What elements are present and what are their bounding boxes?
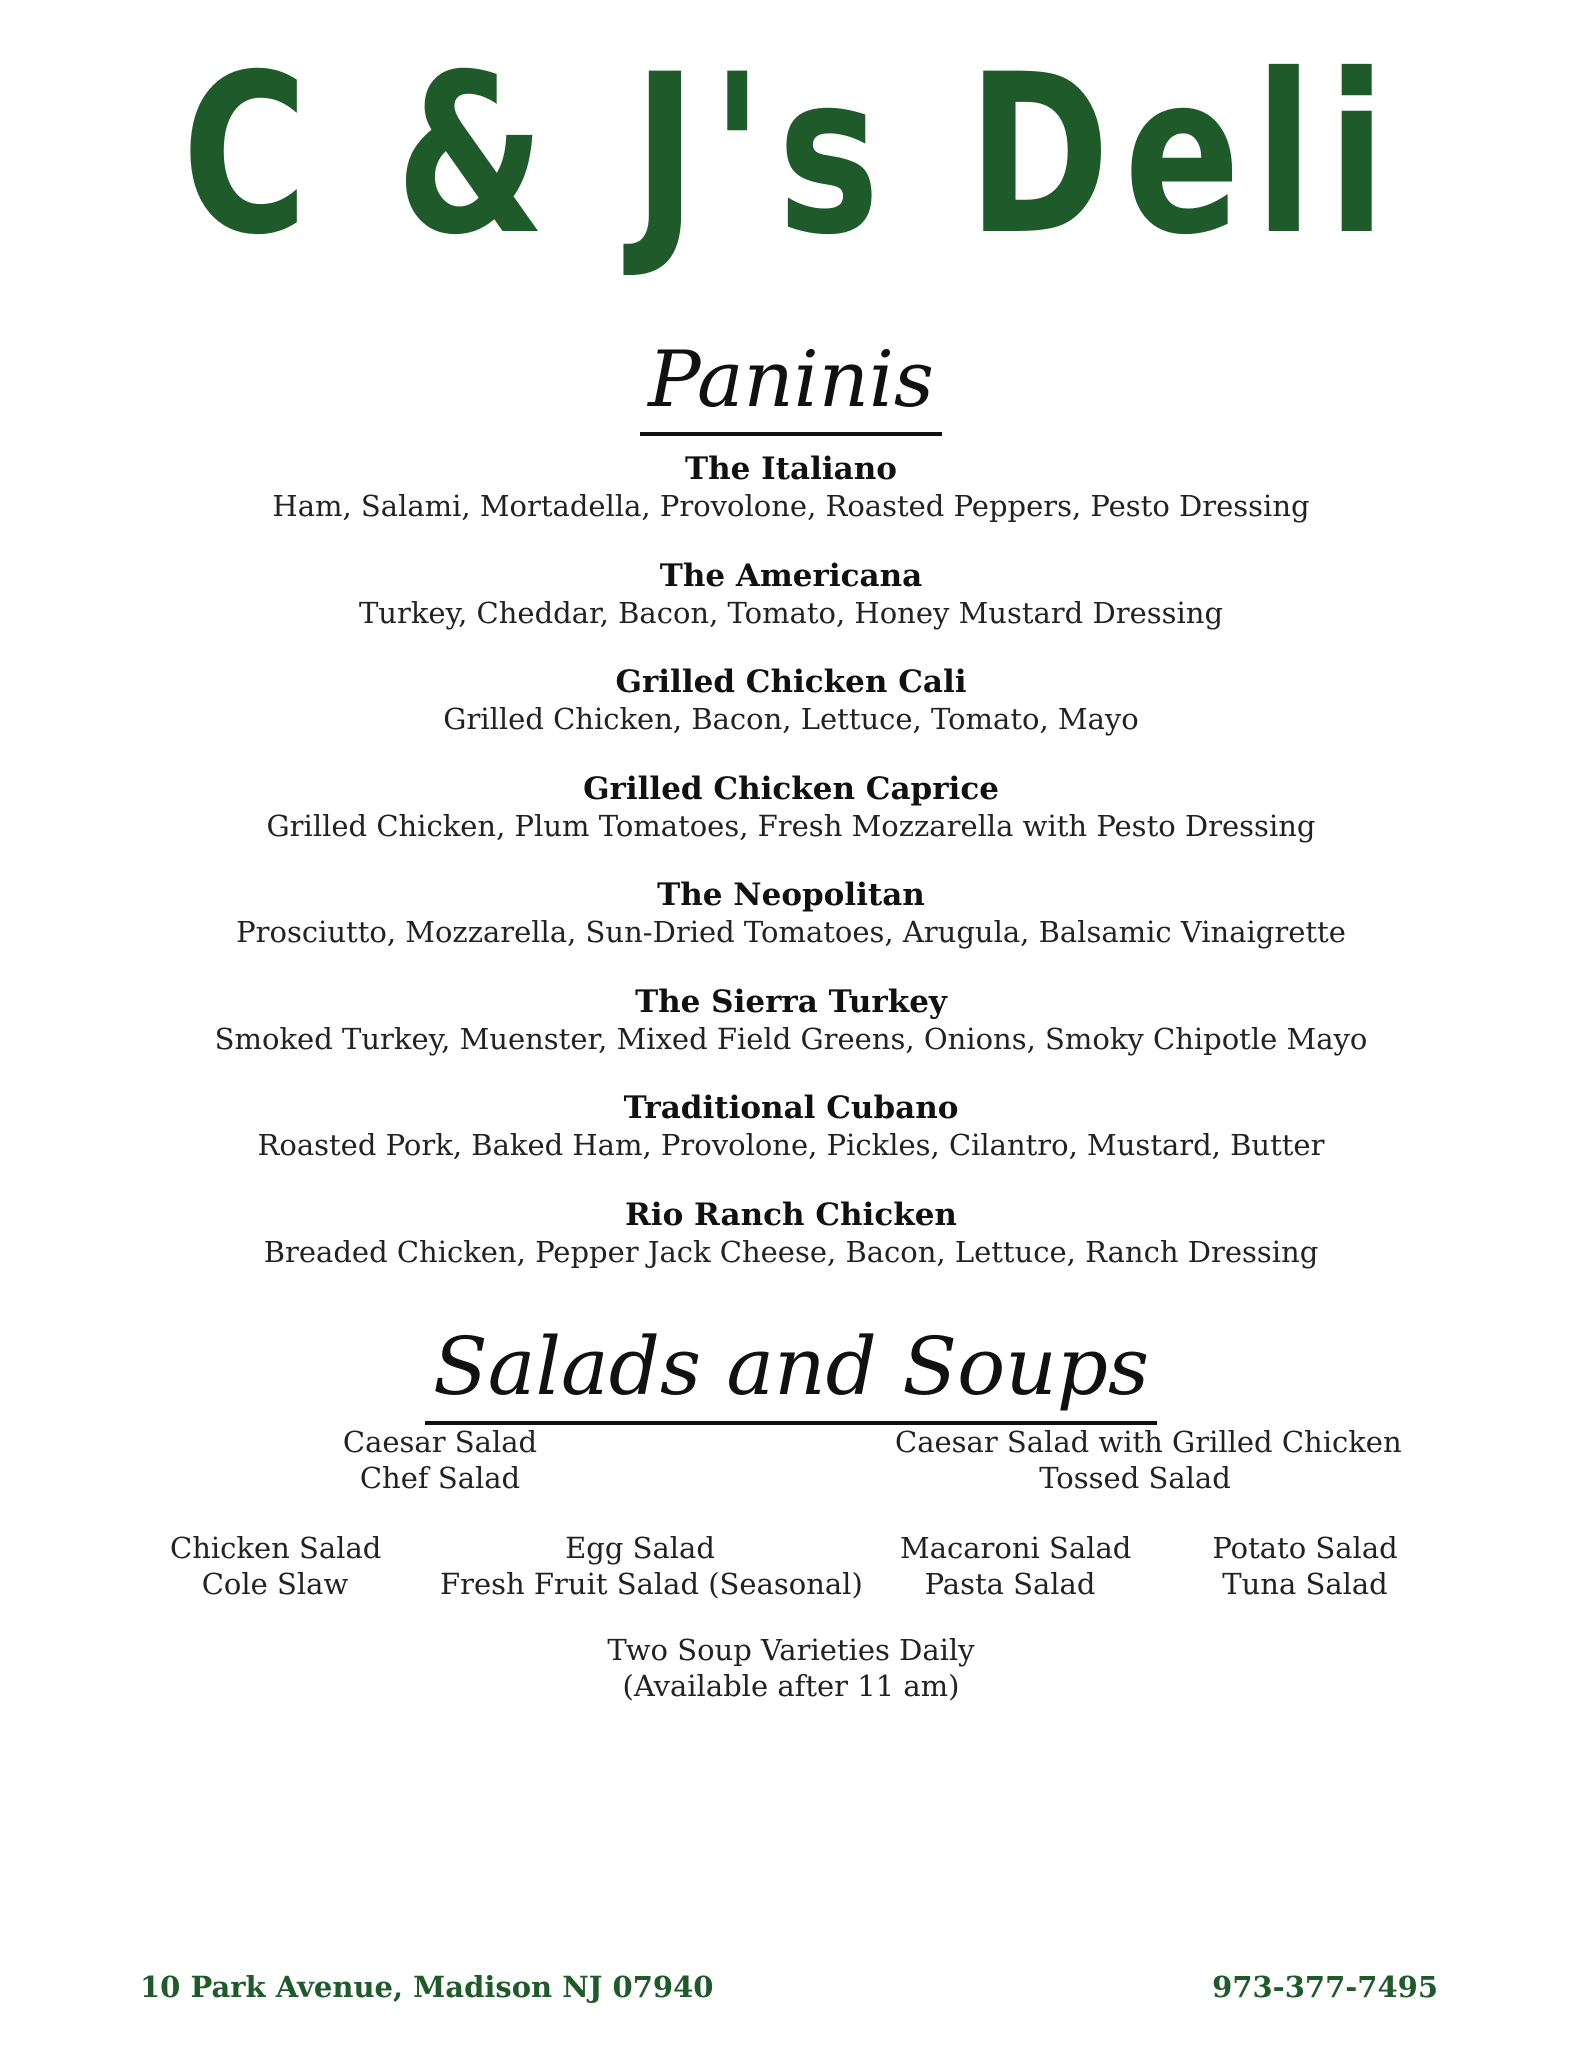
menu-item-description: Roasted Pork, Baked Ham, Provolone, Pickles, Cilantro, Mustard, Butter xyxy=(257,1128,1325,1162)
salad-item: Tossed Salad xyxy=(1039,1461,1231,1495)
menu-item-name: Grilled Chicken Cali xyxy=(615,664,967,700)
menu-item-description: Ham, Salami, Mortadella, Provolone, Roasted Peppers, Pesto Dressing xyxy=(272,489,1310,523)
menu-item-name: Rio Ranch Chicken xyxy=(625,1196,957,1233)
menu-item xyxy=(0,1089,1582,1196)
salad-item: Cole Slaw xyxy=(201,1567,349,1601)
menu-item-name: Grilled Chicken Caprice xyxy=(583,770,999,807)
menu-item-description: Breaded Chicken, Pepper Jack Cheese, Bacon, Lettuce, Ranch Dressing xyxy=(263,1234,1319,1269)
salad-item: Potato Salad xyxy=(1212,1531,1398,1565)
menu-item xyxy=(0,557,1582,664)
deli-logo: C & J's Deli xyxy=(181,27,1401,283)
menu-item-name: The Americana xyxy=(659,557,923,594)
menu-item xyxy=(0,770,1582,877)
salad-group xyxy=(440,1530,863,1602)
salad-item: Caesar Salad xyxy=(342,1425,538,1459)
salad-item: Caesar Salad with Grilled Chicken xyxy=(895,1425,1402,1459)
menu-item xyxy=(0,1196,1582,1303)
menu-item xyxy=(0,663,1582,770)
menu-item-description: Prosciutto, Mozzarella, Sun-Dried Tomatoes, Arugula, Balsamic Vinaigrette xyxy=(236,915,1346,949)
salads-soups-heading-text: Salads and Soups xyxy=(425,1315,1157,1425)
salad-group xyxy=(170,1530,380,1602)
menu-item-description: Smoked Turkey, Muenster, Mixed Field Greens, Onions, Smoky Chipotle Mayo xyxy=(214,1021,1368,1056)
paninis-heading-text: Paninis xyxy=(640,330,942,436)
salad-item: Fresh Fruit Salad (Seasonal) xyxy=(440,1567,863,1601)
soup-note xyxy=(0,1632,1582,1704)
panini-list xyxy=(0,450,1582,1302)
salad-item: Tuna Salad xyxy=(1222,1567,1388,1601)
salads-soups-heading xyxy=(0,1315,1582,1425)
menu-item-description: Turkey, Cheddar, Bacon, Tomato, Honey Mustard Dressing xyxy=(358,595,1224,630)
menu-item xyxy=(0,983,1582,1090)
soup-note-line: Two Soup Varieties Daily xyxy=(607,1633,975,1667)
salad-group xyxy=(895,1424,1402,1496)
menu-item-name: The Sierra Turkey xyxy=(635,983,947,1020)
salad-item: Egg Salad xyxy=(565,1531,715,1565)
salad-item: Chicken Salad xyxy=(170,1531,382,1565)
salad-item: Macaroni Salad xyxy=(900,1531,1132,1565)
salad-group xyxy=(340,1424,540,1496)
menu-item-name: Traditional Cubano xyxy=(623,1090,959,1126)
salad-group xyxy=(1205,1530,1405,1602)
paninis-heading xyxy=(0,330,1582,436)
menu-item-description: Grilled Chicken, Bacon, Lettuce, Tomato, Mayo xyxy=(443,702,1139,736)
menu-item-description: Grilled Chicken, Plum Tomatoes, Fresh Mozzarella with Pesto Dressing xyxy=(266,808,1316,843)
menu-item-name: The Neopolitan xyxy=(657,877,925,913)
salad-group xyxy=(900,1530,1132,1602)
footer-address: 10 Park Avenue, Madison NJ 07940 xyxy=(140,1970,714,2004)
menu-item xyxy=(0,876,1582,983)
menu-item-name: The Italiano xyxy=(685,451,897,487)
footer-phone: 973-377-7495 xyxy=(1212,1970,1438,2004)
salad-item: Chef Salad xyxy=(359,1461,521,1495)
salad-item: Pasta Salad xyxy=(924,1567,1096,1601)
menu-item xyxy=(0,450,1582,557)
soup-note-availability: (Available after 11 am) xyxy=(622,1669,960,1703)
